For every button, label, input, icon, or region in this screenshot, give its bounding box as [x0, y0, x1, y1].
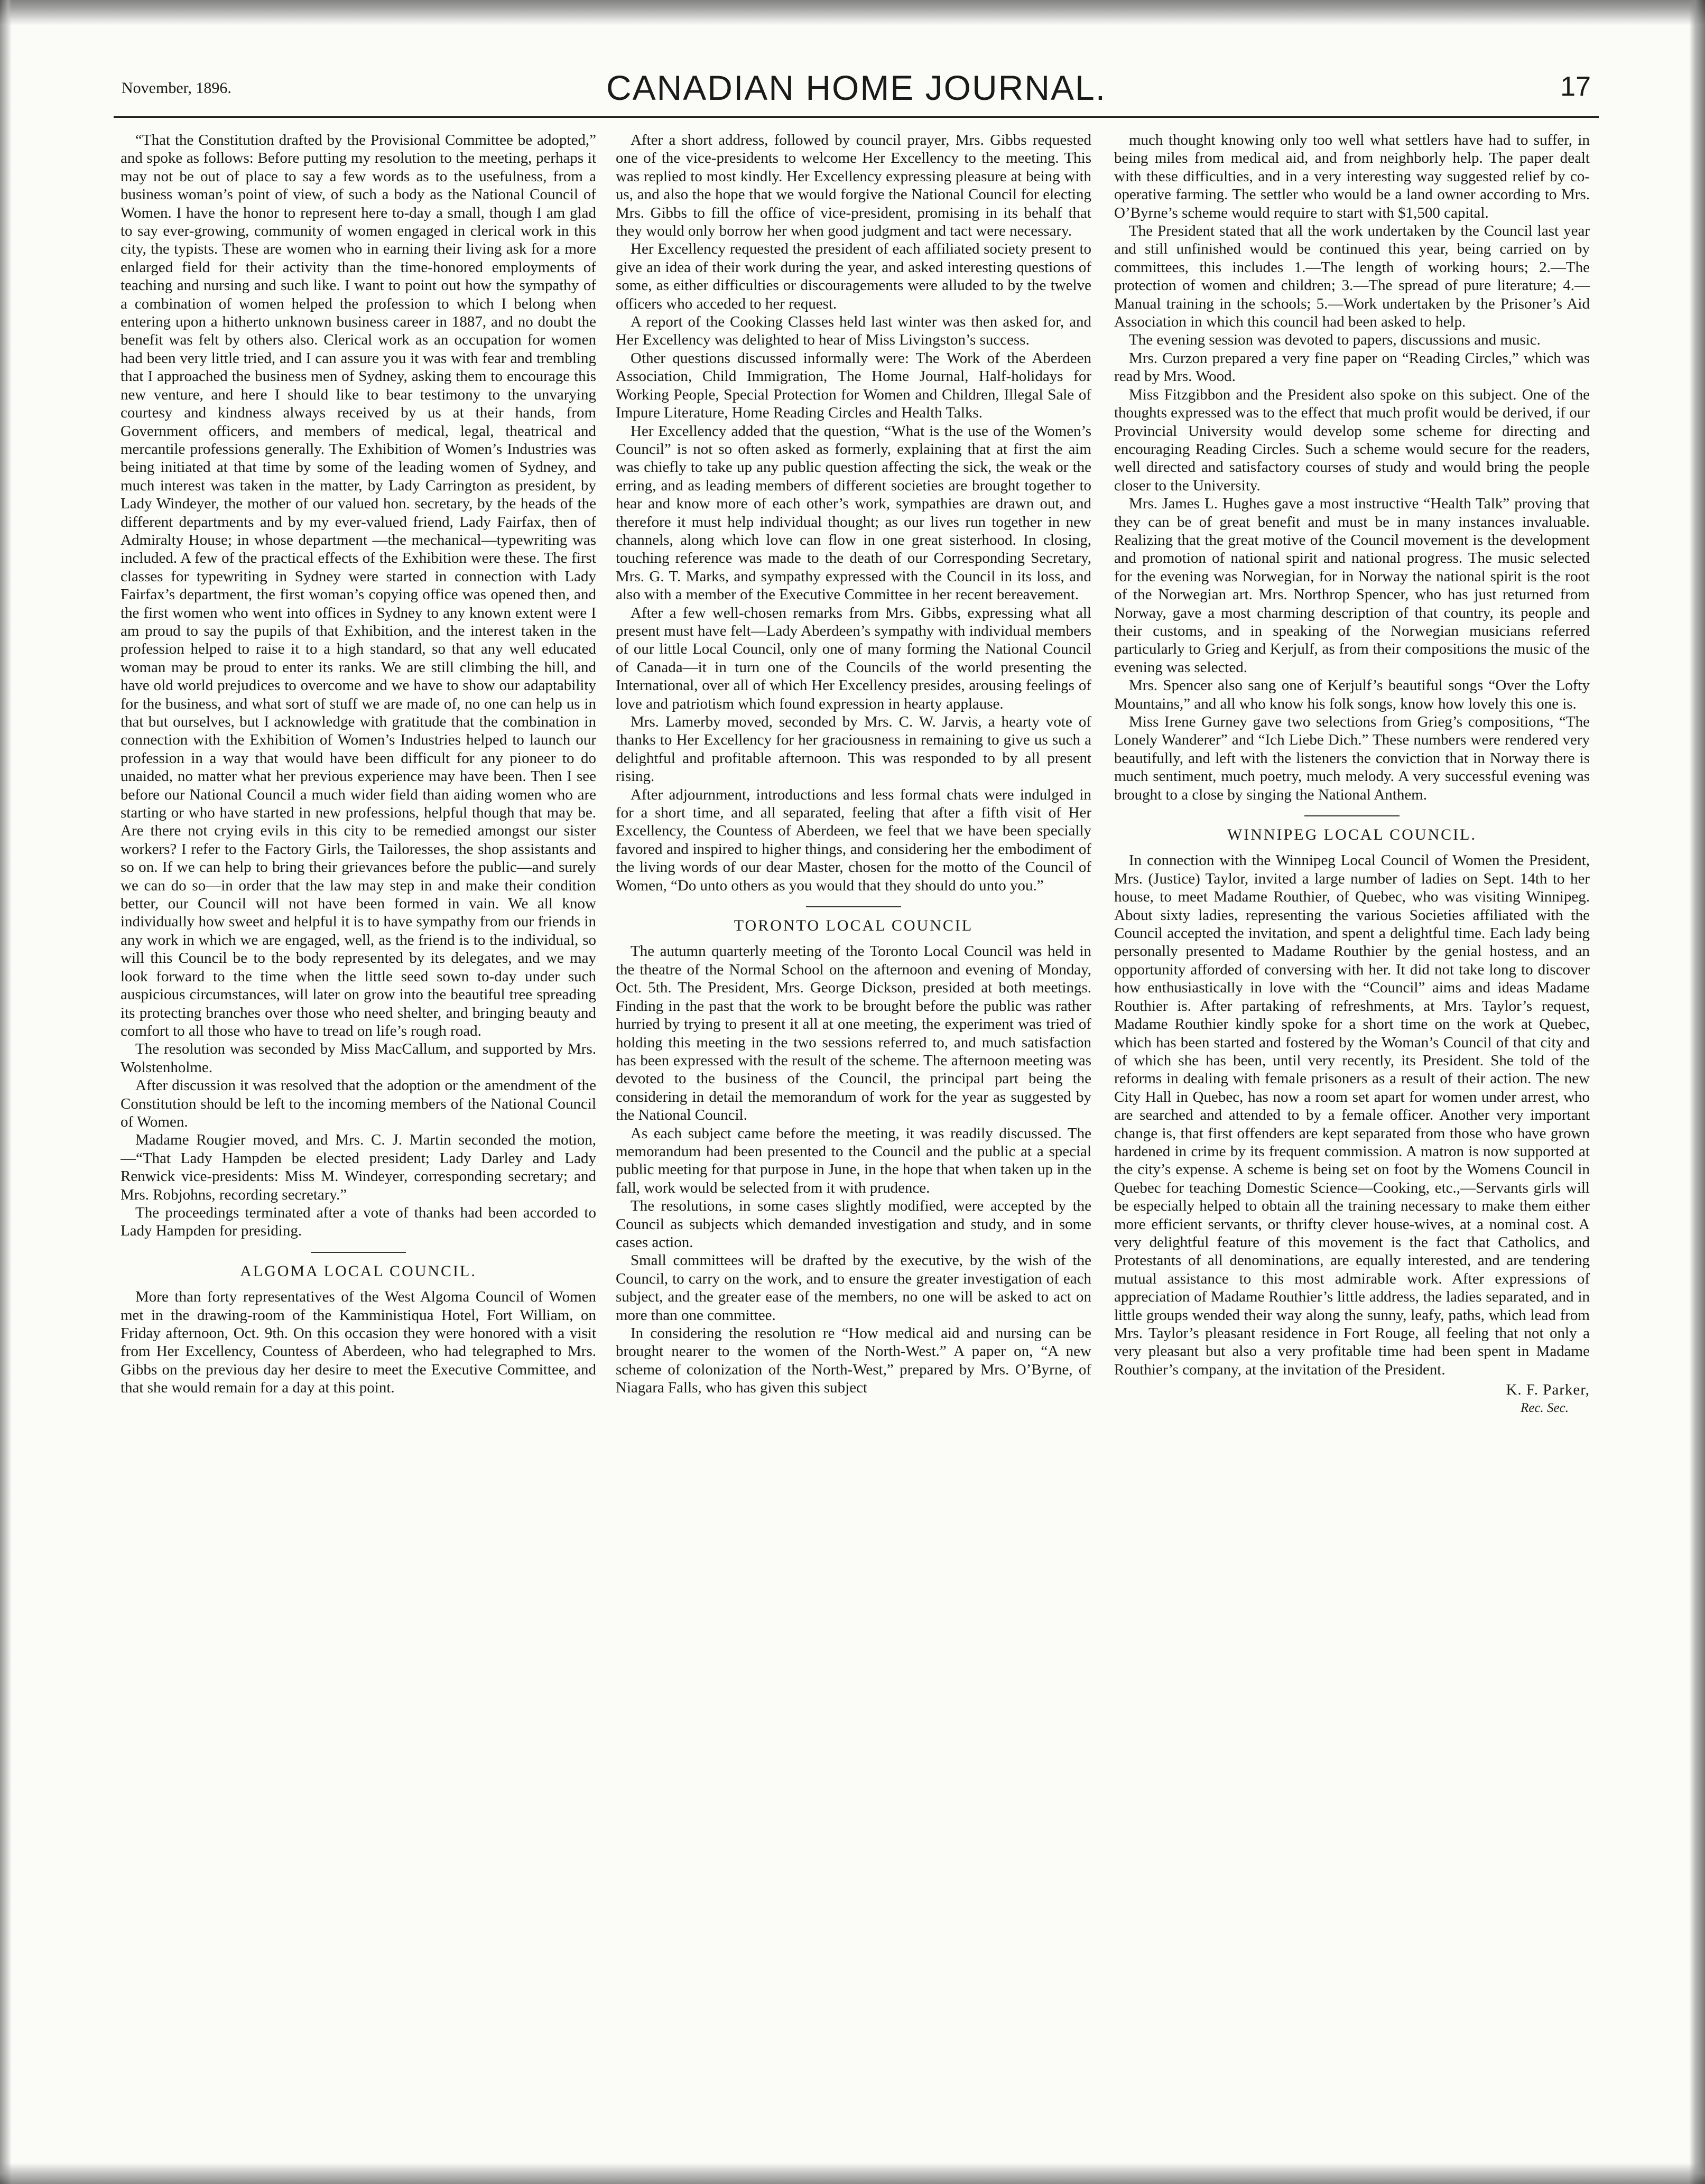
- signature: K. F. Parker,: [1506, 1381, 1590, 1399]
- column-1: [121, 131, 596, 2129]
- column-2: [616, 131, 1091, 2129]
- paragraph: Miss Fitzgibbon and the President also spoke on this subject. One of the thoughts expressed was to the effect that much profit would be derived, if our Provincial University would develop some scheme for directing and encouraging Reading Circles. Such a scheme would secure for the readers, well directed and satisfactory courses of study and would bring the people closer to the University.: [1114, 386, 1590, 494]
- scan-edge-top: [0, 0, 1705, 25]
- paragraph: Her Excellency added that the question, “What is the use of the Women’s Council” is not so often asked as formerly, explaining that at first the aim was chiefly to take up any public question affecting the sick, the weak or the erring, and as leading members of different societies are brought together to hear and know more of each other’s work, sympathies are drawn out, and therefore it must help individual thought; as our lives run together in new channels, along which love can flow in one great sisterhood. In closing, touching reference was made to the death of our Corresponding Secretary, Mrs. G. T. Marks, and sympathy expressed with the Council in its loss, and also with a member of the Executive Committee in her recent bereavement.: [616, 422, 1091, 603]
- paragraph: The resolutions, in some cases slightly modified, were accepted by the Council as subjects which demanded investigation and study, and in some cases action.: [616, 1197, 1091, 1251]
- paragraph: As each subject came before the meeting, it was readily discussed. The memorandum had been presented to the Council and the public at a special public meeting for that purpose in June, in the hope that when taken up in the fall, work would be selected from it with prudence.: [616, 1124, 1091, 1196]
- paragraph: Other questions discussed informally were: The Work of the Aberdeen Association, Child Immigration, The Home Journal, Half-holidays for Working People, Special Protection for Women and Children, Illegal Sale of Impure Literature, Home Reading Circles and Health Talks.: [616, 349, 1091, 422]
- paragraph: Mrs. James L. Hughes gave a most instructive “Health Talk” proving that they can be of great benefit and must be in many instances invaluable. Realizing that the great motive of the Council movement is the development and promotion of national spirit and national progress. The music selected for the evening was Norwegian, for in Norway the national spirit is the root of the Norwegian art. Mrs. Northrop Spencer, who has just returned from Norway, gave a most charming description of that country, its people and their customs, and in speaking of the Norwegian musicians referred particularly to Grieg and Kerjulf, as from their compositions the music of the evening was selected.: [1114, 495, 1590, 676]
- paragraph: Mrs. Spencer also sang one of Kerjulf’s beautiful songs “Over the Lofty Mountains,” and all who know his folk songs, know how lovely this one is.: [1114, 677, 1590, 712]
- column-3: [1114, 131, 1590, 2129]
- paragraph: After adjournment, introductions and less formal chats were indulged in for a short time, and all separated, feeling that after a fifth visit of Her Excellency, the Countess of Aberdeen, we feel that we have been specially favored and inspired to higher things, and considering her the embodiment of the living words of our dear Master, chosen for the motto of the Council of Women, “Do unto others as you would that they should do unto you.”: [616, 786, 1091, 894]
- paragraph: More than forty representatives of the West Algoma Council of Women met in the drawing-room of the Kamministiqua Hotel, Fort William, on Friday afternoon, Oct. 9th. On this occasion they were honored with a visit from Her Excellency, Countess of Aberdeen, who had telegraphed to Mrs. Gibbs on the previous day her desire to meet the Executive Committee, and that she would remain for a day at this point.: [121, 1288, 596, 1397]
- scan-edge-bottom: [0, 2163, 1705, 2184]
- paragraph: In considering the resolution re “How medical aid and nursing can be brought nearer to the women of the North-West.” A paper on, “A new scheme of colonization of the North-West,” prepared by Mrs. O’Byrne, of Niagara Falls, who has given this subject: [616, 1325, 1091, 1397]
- section-divider: [1304, 815, 1400, 816]
- paragraph: “That the Constitution drafted by the Provisional Committee be adopted,” and spoke as follows: Before putting my resolution to the meeting, perhaps it may not be out of place to say a few words as to the usefulness, from a business woman’s point of view, of such a body as the National Council of Women. I have the honor to represent here to-day a small, though I am glad to say ever-growing, community of women engaged in clerical work in this city, the typists. These are women who in earning their living ask for a more enlarged field for their activity than the time-honored employments of teaching and nursing and such like. I want to point out how the sympathy of a combination of women helped the profession to which I belong when entering upon a hitherto unknown business career in 1887, and no doubt the benefit was felt by others also. Clerical work as an occupation for women had been very little tried, and I can assure you it was with fear and trembling that I approached the business men of Sydney, asking them to encourage this new venture, and here I should like to bear testimony to the unvarying courtesy and kindness always received by us at their hands, from Government officers, and members of medical, legal, theatrical and mercantile professions generally. The Exhibition of Women’s Industries was being initiated at that time by some of the leading women of Sydney, and much interest was taken in the matter, by Lady Carrington as president, by Lady Windeyer, the mother of our valued hon. secretary, by the heads of the different departments and by my ever-valued friend, Lady Fairfax, then of Admiralty House; in whose department —the mechanical—typewriting was included. A few of the practical effects of the Exhibition were these. The first classes for typewriting in Sydney were started in connection with Lady Fairfax’s department, the first woman’s copying office was opened then, and the first women who went into offices in Sydney to any known extent were I am proud to say the pupils of that Exhibition, and the interest taken in the profession helped to raise it to a high standard, so that any well educated woman may be proud to enter its ranks. We are still climbing the hill, and have old world prejudices to overcome and we have to show our adaptability for the business, and what sort of stuff we are made of, no one can help us in that but ourselves, but I acknowledge with gratitude that the combination in connection with the Exhibition of Women’s Industries helped to launch our profession in a way that would have been difficult for any pioneer to do unaided, no matter what her previous experience may have been. Then I see before our National Council a much wider field than aiding women who are starting or who have started in new professions, helpful though that may be. Are there not crying evils in this city to be remedied amongst our sister workers? I refer to the Factory Girls, the Tailoresses, the shop assistants and so on. If we can help to bring their grievances before the public—and surely we can do so—in order that the law may step in and make their condition better, our Council will not have been formed in vain. We all know individually how sweet and helpful it is to have sympathy from our friends in any work in which we are engaged, well, as the friend is to the individual, so will this Council be to the body represented by its delegates, and we may look forward to the time when the little seed sown to-day under such auspicious circumstances, will later on grow into the beautiful tree spreading its protecting branches over those who need shelter, and bringing beauty and comfort to all those who have to tread on life’s rough road.: [121, 132, 596, 1039]
- paragraph: After a short address, followed by council prayer, Mrs. Gibbs requested one of the vice-presidents to welcome Her Excellency to the meeting. This was replied to most kindly. Her Excellency expressing pleasure at being with us, and also the hope that we would forgive the National Council for electing Mrs. Gibbs to fill the office of vice-president, promising in its behalf that they would only borrow her when good judgment and tact were necessary.: [616, 132, 1091, 240]
- scan-edge-left: [0, 0, 12, 2184]
- masthead: [122, 68, 1591, 110]
- section-divider: [311, 1252, 406, 1253]
- journal-title: CANADIAN HOME JOURNAL.: [606, 68, 1107, 107]
- section-heading-winnipeg: WINNIPEG LOCAL COUNCIL.: [1227, 826, 1477, 844]
- paragraph: After a few well-chosen remarks from Mrs. Gibbs, expressing what all present must have felt—Lady Aberdeen’s sympathy with individual members of our little Local Council, only one of many forming the National Council of Canada—it in turn one of the Councils of the world presenting the International, over all of which Her Excellency presides, arousing feelings of love and patriotism which found expression in hearty applause.: [616, 604, 1091, 712]
- scan-edge-right: [1689, 0, 1705, 2184]
- paragraph: Mrs. Lamerby moved, seconded by Mrs. C. W. Jarvis, a hearty vote of thanks to Her Excellency for her graciousness in remaining to give us such a delightful and profitable afternoon. This was responded to by all present rising.: [616, 713, 1091, 785]
- paragraph: The autumn quarterly meeting of the Toronto Local Council was held in the theatre of the Normal School on the afternoon and evening of Monday, Oct. 5th. The President, Mrs. George Dickson, presided at both meetings. Finding in the past that the work to be brought before the public was rather hurried by trying to present it all at one meeting, the experiment was tried of holding this meeting in the two sessions referred to, and much satisfaction has been expressed with the result of the scheme. The afternoon meeting was devoted to the business of the Council, the principal part being the considering in detail the memorandum of work for the year as suggested by the National Council.: [616, 943, 1091, 1124]
- paragraph: In connection with the Winnipeg Local Council of Women the President, Mrs. (Justice) Taylor, invited a large number of ladies on Sept. 14th to her house, to meet Madame Routhier, of Quebec, who was visiting Winnipeg. About sixty ladies, representing the various Societies affiliated with the Council accepted the invitation, and spent a delightful time. Each lady being personally presented to Madame Routhier by the genial hostess, and an opportunity afforded of conversing with her. It did not take long to discover how enthusiastically in love with the “Council” aims and ideas Madame Routhier is. After partaking of refreshments, at Mrs. Taylor’s request, Madame Routhier kindly spoke for a short time on the work at Quebec, which has been started and fostered by the Woman’s Council of that city and of which she has been, until very recently, its President. She told of the reforms in dealing with female prisoners as a result of their action. The new City Hall in Quebec, has now a room set apart for women under arrest, who are searched and attended to by a female officer. Another very important change is, that first offenders are kept separated from those who have grown hardened in crime by its frequent commission. A matron is now supported at the city’s expense. A scheme is being set on foot by the Womens Council in Quebec for teaching Domestic Science—Cooking, etc.,—Servants girls will be especially helped to obtain all the training necessary to make them either more efficient servants, or thrifty clever house-wives, at a nominal cost. A very delightful feature of this movement is the fact that Catholics, and Protestants of all denominations, are equally interested, and are tendering mutual assistance to this most admirable work. After expressions of appreciation of Madame Routhier’s little address, the ladies separated, and in little groups wended their way along the sunny, leafy, paths, which lead from Mrs. Taylor’s pleasant residence in Fort Rouge, all feeling that not only a very pleasant but also a very profitable time had been spent in Madame Routhier’s company, at the invitation of the President.: [1114, 852, 1590, 1378]
- paragraph: Mrs. Curzon prepared a very fine paper on “Reading Circles,” which was read by Mrs. Wood.: [1114, 349, 1590, 385]
- section-heading-toronto: TORONTO LOCAL COUNCIL: [734, 917, 974, 935]
- section-divider: [806, 906, 901, 907]
- paragraph: Miss Irene Gurney gave two selections from Grieg’s compositions, “The Lonely Wanderer” and “Ich Liebe Dich.” These numbers were rendered very beautifully, and left with the listeners the conviction that in Norway there is much sentiment, much poetry, much melody. A very successful evening was brought to a close by singing the National Anthem.: [1114, 713, 1590, 803]
- paragraph: The President stated that all the work undertaken by the Council last year and still unfinished would be continued this year, being carried on by committees, this includes 1.—The length of working hours; 2.—The protection of women and children; 3.—The spread of pure literature; 4.—Manual training in the schools; 5.—Work undertaken by the Prisoner’s Aid Association in which this council had been asked to help.: [1114, 222, 1590, 331]
- paragraph: The proceedings terminated after a vote of thanks had been accorded to Lady Hampden for presiding.: [121, 1204, 596, 1240]
- paragraph: much thought knowing only too well what settlers have had to suffer, in being miles from medical aid, and from neighborly help. The paper dealt with these difficulties, and in a very interesting way suggested relief by co-operative farming. The settler who would be a land owner according to Mrs. O’Byrne’s scheme would require to start with $1,500 capital.: [1114, 132, 1590, 221]
- header-rule: [114, 116, 1599, 118]
- paragraph: Small committees will be drafted by the executive, by the wish of the Council, to carry on the work, and to ensure the greater investigation of each subject, and the greater ease of the members, no one will be asked to act on more than one committee.: [616, 1252, 1091, 1324]
- paragraph: The evening session was devoted to papers, discussions and music.: [1129, 331, 1541, 349]
- page-number: 17: [1560, 71, 1591, 102]
- paragraph: The resolution was seconded by Miss MacCallum, and supported by Mrs. Wolstenholme.: [121, 1040, 596, 1076]
- paragraph: Madame Rougier moved, and Mrs. C. J. Martin seconded the motion,—“That Lady Hampden be elected president; Lady Darley and Lady Renwick vice-presidents: Miss M. Windeyer, corresponding secretary; and Mrs. Robjohns, recording secretary.”: [121, 1131, 596, 1203]
- section-heading-algoma: ALGOMA LOCAL COUNCIL.: [240, 1262, 477, 1280]
- paragraph: Her Excellency requested the president of each affiliated society present to give an idea of their work during the year, and asked interesting questions of some, as either difficulties or discouragements were alluded to by the twelve officers who acceded to her request.: [616, 240, 1091, 312]
- paragraph: A report of the Cooking Classes held last winter was then asked for, and Her Excellency was delighted to hear of Miss Livingston’s success.: [616, 313, 1091, 349]
- issue-date: November, 1896.: [122, 79, 231, 97]
- signature-title: Rec. Sec.: [1521, 1400, 1569, 1415]
- paragraph: After discussion it was resolved that the adoption or the amendment of the Constitution should be left to the incoming members of the National Council of Women.: [121, 1077, 596, 1130]
